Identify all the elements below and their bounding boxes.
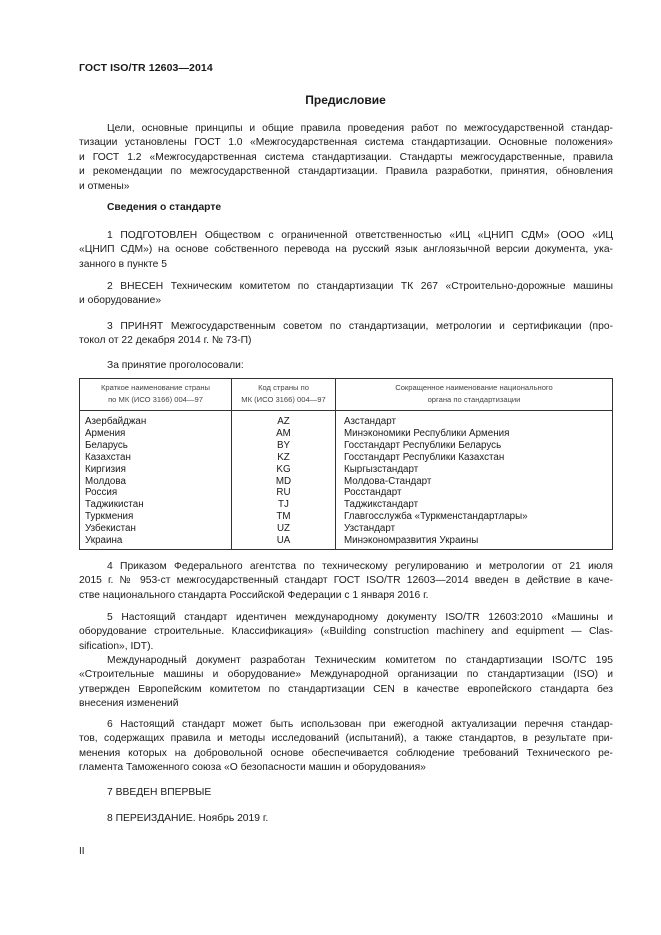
intro-paragraph <box>79 122 613 194</box>
text-line: 2 ВНЕСЕН Техническим комитетом по стандартизации ТК 267 «Строительно-дорожные машины <box>107 281 613 292</box>
country-cell: Украина <box>80 535 232 549</box>
section-heading: Сведения о стандарте <box>107 202 222 213</box>
country-cell: Беларусь <box>80 440 232 452</box>
country-cell: Армения <box>80 428 232 440</box>
country-cell: Киргизия <box>80 464 232 476</box>
table-row <box>80 499 613 511</box>
text-line: 4 Приказом Федерального агентства по техническому регулированию и метрологии от 21 июля <box>107 561 613 572</box>
text-line: и ГОСТ 1.2 «Межгосударственная система стандартизации. Стандарты межгосударственные, правила <box>79 151 613 163</box>
text-line: 5 Настоящий стандарт идентичен международному документу ISO/TR 12603:2010 «Машины и <box>107 612 613 623</box>
text-line: sification», IDT). <box>79 640 154 652</box>
text-line: 2015 г. № 953-ст межгосударственный стандарт ГОСТ ISO/TR 12603—2014 введен в действие в каче- <box>79 575 613 587</box>
country-cell: Россия <box>80 487 232 499</box>
column-header-country: Краткое наименование страны по МК (ИСО 3166) 004—97 <box>80 379 232 411</box>
body-cell: Росстандарт <box>336 487 613 499</box>
body-cell: Азстандарт <box>336 411 613 428</box>
text-line: внесения изменений <box>79 698 179 710</box>
item-3 <box>79 320 613 349</box>
table-row <box>80 452 613 464</box>
item-6 <box>79 718 613 776</box>
item-5-note <box>79 654 613 712</box>
item-5 <box>79 611 613 654</box>
vote-label: За принятие проголосовали: <box>107 360 244 371</box>
item-7: 7 ВВЕДЕН ВПЕРВЫЕ <box>107 787 212 798</box>
code-cell: KG <box>232 464 336 476</box>
code-cell: UA <box>232 535 336 549</box>
text-line: и отмены» <box>79 180 130 192</box>
voting-table <box>79 378 613 550</box>
table-row <box>80 428 613 440</box>
table-row <box>80 476 613 488</box>
text-line: «Строительные машины и оборудование» Международной организации по стандартизации (ISO) и <box>79 669 613 681</box>
code-cell: UZ <box>232 523 336 535</box>
code-cell: AZ <box>232 411 336 428</box>
document-header: ГОСТ ISO/TR 12603—2014 <box>79 62 213 74</box>
country-cell: Азербайджан <box>80 411 232 428</box>
text-line: 6 Настоящий стандарт может быть использован при ежегодной актуализации перечня стандар- <box>107 719 613 730</box>
body-cell: Минэкономики Республики Армения <box>336 428 613 440</box>
country-cell: Туркмения <box>80 511 232 523</box>
table-row <box>80 523 613 535</box>
text-line: и рекомендации по межгосударственной стандартизации. Правила разработки, принятия, обновления <box>79 166 613 178</box>
item-8: 8 ПЕРЕИЗДАНИЕ. Ноябрь 2019 г. <box>107 813 269 824</box>
text-line: стве национального стандарта Российской Федерации с 1 января 2016 г. <box>79 589 429 601</box>
body-cell: Минэкономразвития Украины <box>336 535 613 549</box>
table-row <box>80 487 613 499</box>
column-header-body: Сокращенное наименование национального органа по стандартизации <box>336 379 613 411</box>
table-header-row <box>80 379 613 411</box>
page-number: II <box>79 846 85 857</box>
text-line: 1 ПОДГОТОВЛЕН Обществом с ограниченной ответственностью «ИЦ «ЦНИП СДМ» (ООО «ИЦ <box>107 230 613 241</box>
table-row <box>80 440 613 452</box>
code-cell: AM <box>232 428 336 440</box>
body-cell: Госстандарт Республики Казахстан <box>336 452 613 464</box>
item-2 <box>79 280 613 309</box>
text-line: тов, содержащих правила и методы исследований (испытаний), а также стандартов, в результате при- <box>79 733 613 745</box>
code-cell: TM <box>232 511 336 523</box>
code-cell: RU <box>232 487 336 499</box>
body-cell: Госстандарт Республики Беларусь <box>336 440 613 452</box>
body-cell: Таджикстандарт <box>336 499 613 511</box>
code-cell: KZ <box>232 452 336 464</box>
body-cell: Кыргызстандарт <box>336 464 613 476</box>
text-line: Международный документ разработан Техническим комитетом по стандартизации ISO/TC 195 <box>107 655 613 666</box>
text-line: и оборудование» <box>79 295 162 307</box>
text-line: менения которых на добровольной основе обеспечивается соблюдение требований Технического ре- <box>79 747 613 759</box>
code-cell: BY <box>232 440 336 452</box>
body-cell: Узстандарт <box>336 523 613 535</box>
text-line: оборудование строительные. Классификация» («Building construction machinery and equipment — Clas- <box>79 626 613 638</box>
item-4 <box>79 560 613 603</box>
text-line: 3 ПРИНЯТ Межгосударственным советом по стандартизации, метрологии и сертификации (про- <box>107 321 613 332</box>
text-line: занного в пункте 5 <box>79 258 167 270</box>
table-row <box>80 535 613 549</box>
text-line: токол от 22 декабря 2014 г. № 73-П) <box>79 335 252 347</box>
table-row <box>80 511 613 523</box>
text-line: утвержден Европейским комитетом по стандартизации CEN в качестве европейского стандарта без <box>79 683 613 695</box>
country-cell: Узбекистан <box>80 523 232 535</box>
country-cell: Молдова <box>80 476 232 488</box>
code-cell: MD <box>232 476 336 488</box>
table-row <box>80 411 613 428</box>
table-row <box>80 464 613 476</box>
item-1 <box>79 229 613 272</box>
body-cell: Главгосслужба «Туркменстандартлары» <box>336 511 613 523</box>
page-title: Предисловие <box>305 93 386 107</box>
text-line: гламента Таможенного союза «О безопасности машин и оборудования» <box>79 762 426 774</box>
country-cell: Таджикистан <box>80 499 232 511</box>
country-cell: Казахстан <box>80 452 232 464</box>
text-line: «ЦНИП СДМ») на основе собственного перевода на русский язык англоязычной версии документа, ука- <box>79 244 613 256</box>
column-header-code: Код страны по МК (ИСО 3166) 004—97 <box>232 379 336 411</box>
code-cell: TJ <box>232 499 336 511</box>
text-line: тизации установлены ГОСТ 1.0 «Межгосударственная система стандартизации. Основные положения» <box>79 137 613 149</box>
text-line: Цели, основные принципы и общие правила проведения работ по межгосударственной стандар- <box>107 123 613 134</box>
body-cell: Молдова-Стандарт <box>336 476 613 488</box>
